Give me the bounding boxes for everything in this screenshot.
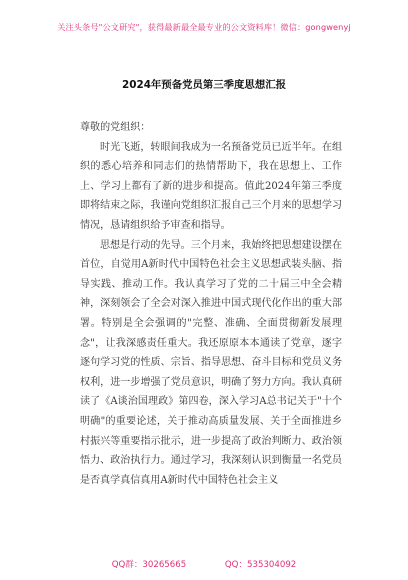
- salutation: 尊敬的党组织：: [80, 122, 151, 133]
- footer-contacts: [0, 558, 408, 570]
- page-title: 2024年预备党员第三季度思想汇报: [122, 79, 286, 91]
- header-banner: 关注头条号"公文研究"，获得最新最全最专业的公文资料库！微信：gongwenyj: [57, 22, 351, 32]
- paragraph-2: 思想是行动的先导。三个月来，我始终把思想建设摆在首位，自觉用A新时代中国特色社会主义思想武装头脑、指导实践、推动工作。我认真学习了党的二十届三中全会精神，深刻领会了全会对深入推进中国式现代化作出的重大部署。特别是全会强调的"完整、准确、全面贯彻新发展理念"，让我深感责任重大。我还原原本本通读了党章，逐字逐句学习党的性质、宗旨、指导思想、奋斗目标和党员义务权利，进一步增强了党员意识，明确了努力方向。我认真研读了《A谈治国理政》第四卷，深入学习A总书记关于"十个明确"的重要论述，关于推动高质量发展、关于全面推进乡村振兴等重要指示批示，进一步提高了政治判断力、政治领悟力、政治执行力。通过学习，我深刻认识到衡量一名党员是否真学真信真用A新时代中国特色社会主义: [80, 239, 342, 486]
- paragraph-1: 时光飞逝，转眼间我成为一名预备党员已近半年。在组织的悉心培养和同志们的热情帮助下，我在思想上、工作上、学习上都有了新的进步和提高。值此2024年第三季度即将结束之际，我谨向党组织汇报自己三个月来的思想学习情况，恳请组织给予审查和指导。: [80, 141, 342, 231]
- qq-number: QQ：535304092: [224, 560, 297, 570]
- qq-group-number: QQ群：30265665: [111, 560, 187, 570]
- document-body: [80, 118, 342, 490]
